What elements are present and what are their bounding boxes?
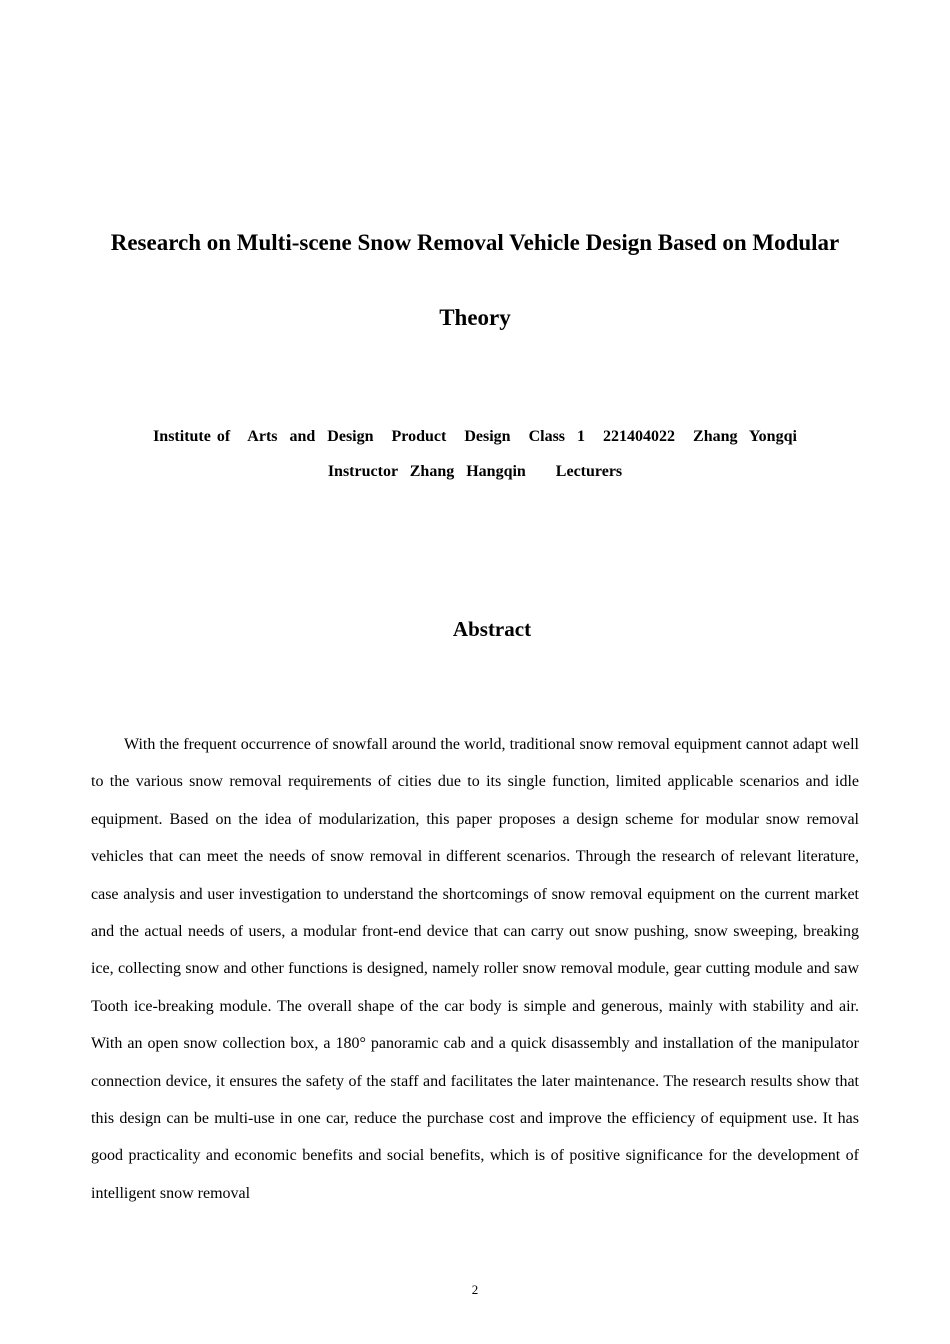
author-affiliation-line: Institute of Arts and Design Product Design Class 1 221404022 Zhang Yongqi (153, 428, 797, 445)
abstract-body: With the frequent occurrence of snowfall around the world, traditional snow removal equipment cannot adapt well to the various snow removal requirements of cities due to its single function, limited applicable scenarios and idle equipment. Based on the idea of modularization, this paper proposes a design scheme for modular snow removal vehicles that can meet the needs of snow removal in different scenarios. Through the research of relevant literature, case analysis and user investigation to understand the shortcomings of snow removal equipment on the current market and the actual needs of users, a modular front-end device that can carry out snow pushing, snow sweeping, breaking ice, collecting snow and other functions is designed, namely roller snow removal module, gear cutting module and saw Tooth ice-breaking module. The overall shape of the car body is simple and generous, mainly with stability and air. With an open snow collection box, a 180° panoramic cab and a quick disassembly and installation of the manipulator connection device, it ensures the safety of the staff and facilitates the later maintenance. The research results show that this design can be multi-use in one car, reduce the purchase cost and improve the efficiency of equipment use. It has good practicality and economic benefits and social benefits, which is of positive significance for the development of intelligent snow removal (91, 736, 859, 1202)
paper-title-line-2: Theory (439, 305, 511, 330)
abstract-heading: Abstract (452, 617, 532, 641)
paper-title-line-1: Research on Multi-scene Snow Removal Vehicle Design Based on Modular (110, 230, 840, 255)
page-number: 2 (471, 1282, 479, 1297)
instructor-line: Instructor Zhang Hangqin Lecturers (327, 463, 623, 480)
